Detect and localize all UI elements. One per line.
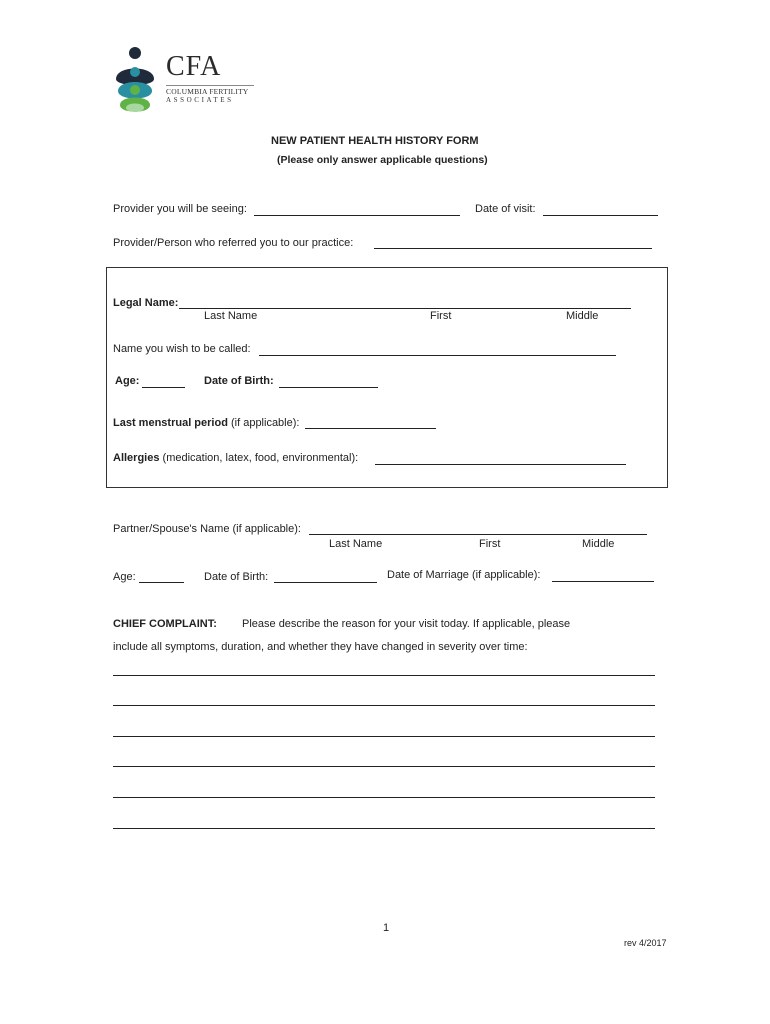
partner-first-caption: First (479, 538, 501, 550)
lmp-input-line[interactable] (305, 428, 436, 429)
legal-last-name-caption: Last Name (204, 310, 258, 322)
marriage-date-input-line[interactable] (552, 581, 654, 582)
revision-date: rev 4/2017 (624, 938, 667, 948)
legal-name-label: Legal Name: (113, 297, 179, 309)
patient-age-label: Age: (115, 375, 140, 387)
cfa-figure-icon (110, 45, 160, 115)
referred-by-label: Provider/Person who referred you to our practice: (113, 237, 354, 249)
partner-name-input-line[interactable] (309, 534, 647, 535)
page-number: 1 (383, 922, 390, 934)
logo-name-line2: ASSOCIATES (166, 96, 234, 104)
patient-dob-input-line[interactable] (279, 387, 378, 388)
chief-complaint-instructions-1: Please describe the reason for your visit today. If applicable, please (242, 618, 571, 630)
preferred-name-input-line[interactable] (259, 355, 616, 356)
lmp-field (113, 417, 299, 429)
date-of-visit-label: Date of visit: (475, 203, 536, 215)
patient-age-input-line[interactable] (142, 387, 185, 388)
complaint-line-4[interactable] (113, 766, 655, 767)
provider-input-line[interactable] (254, 215, 460, 216)
logo-name-line1: COLUMBIA FERTILITY (166, 87, 249, 96)
legal-first-caption: First (430, 310, 452, 322)
partner-middle-caption: Middle (582, 538, 615, 550)
complaint-line-5[interactable] (113, 797, 655, 798)
logo-abbreviation: CFA (166, 51, 222, 82)
partner-dob-input-line[interactable] (274, 582, 377, 583)
legal-name-input-line[interactable] (179, 308, 631, 309)
complaint-line-2[interactable] (113, 705, 655, 706)
complaint-line-1[interactable] (113, 675, 655, 676)
logo-divider (166, 85, 254, 86)
cfa-logo (110, 45, 260, 115)
form-title: NEW PATIENT HEALTH HISTORY FORM (271, 135, 479, 147)
lmp-note: (if applicable): (230, 417, 300, 429)
lmp-label: Last menstrual period (113, 417, 228, 429)
chief-complaint-label: CHIEF COMPLAINT: (113, 618, 217, 630)
partner-dob-label: Date of Birth: (204, 571, 269, 583)
partner-last-name-caption: Last Name (329, 538, 383, 550)
referred-by-input-line[interactable] (374, 248, 652, 249)
chief-complaint-instructions-2: include all symptoms, duration, and whether they have changed in severity over time: (113, 641, 528, 653)
allergies-note: (medication, latex, food, environmental): (162, 452, 359, 464)
patient-dob-label: Date of Birth: (204, 375, 274, 387)
allergies-label: Allergies (113, 452, 160, 464)
provider-label: Provider you will be seeing: (113, 203, 247, 215)
form-subtitle: (Please only answer applicable questions) (277, 154, 488, 166)
allergies-input-line[interactable] (375, 464, 626, 465)
date-of-visit-input-line[interactable] (543, 215, 658, 216)
partner-name-label: Partner/Spouse's Name (if applicable): (113, 523, 301, 535)
legal-middle-caption: Middle (566, 310, 599, 322)
allergies-field (113, 452, 358, 464)
marriage-date-label: Date of Marriage (if applicable): (387, 569, 541, 581)
complaint-line-3[interactable] (113, 736, 655, 737)
partner-age-input-line[interactable] (139, 582, 184, 583)
partner-age-label: Age: (113, 571, 136, 583)
complaint-line-6[interactable] (113, 828, 655, 829)
preferred-name-label: Name you wish to be called: (113, 343, 251, 355)
